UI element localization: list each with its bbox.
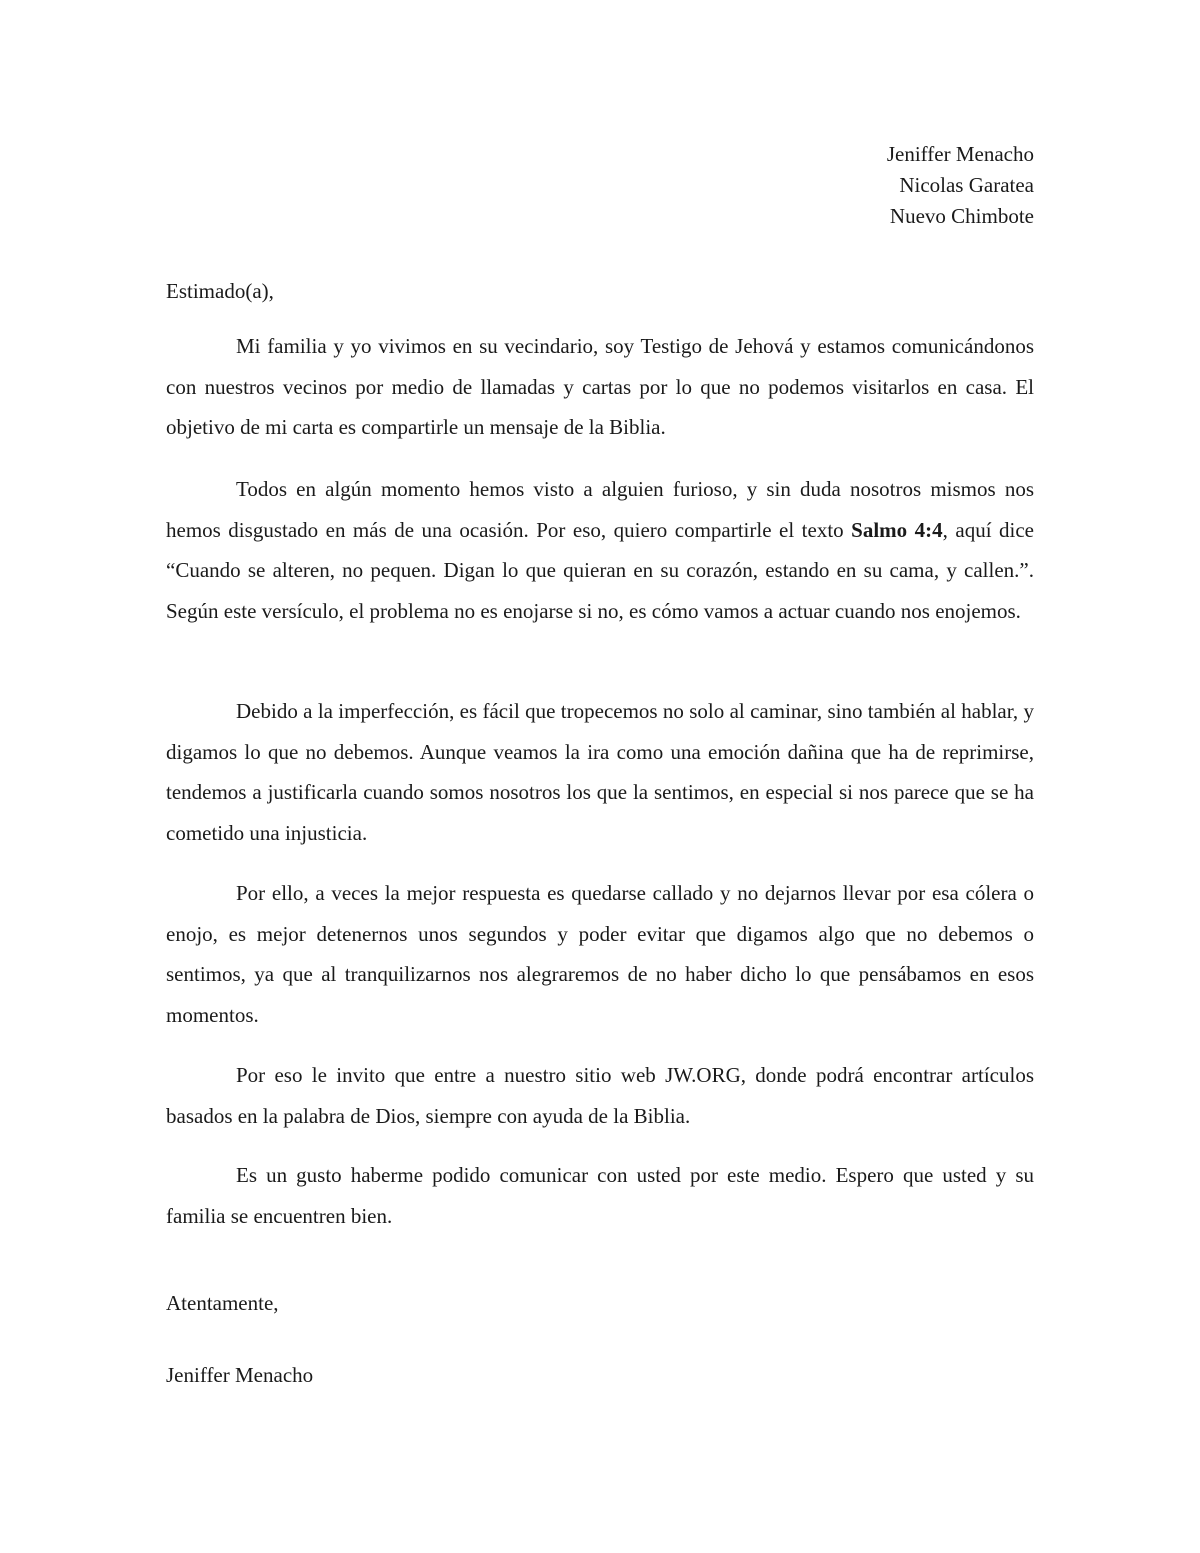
paragraph-2-text-end: , aquí dice “Cuando se alteren, no pequen. Digan lo que quieran en su corazón, estando en su cama, y callen.”. Según este versículo, el problema no es enojarse si no, es cómo vamos a actuar cuando nos enojemos. bbox=[166, 517, 1034, 624]
paragraph-1: Mi familia y yo vivimos en su vecindario, soy Testigo de Jehová y estamos comunicándonos con nuestros vecinos por medio de llamadas y cartas por lo que no podemos visitarlos en casa. El objetivo de mi carta es compartirle un mensaje de la Biblia. bbox=[166, 334, 1034, 440]
closing: Atentamente, bbox=[166, 1291, 279, 1315]
sender-block bbox=[887, 139, 1034, 232]
paragraph-6-block bbox=[166, 1155, 1034, 1236]
paragraph-3: Debido a la imperfección, es fácil que tropecemos no solo al caminar, sino también al hablar, y digamos lo que no debemos. Aunque veamos la ira como una emoción dañina que ha de reprimirse, tendemos a justificarla cuando somos nosotros los que la sentimos, en especial si nos parece que se ha cometido una injusticia. bbox=[166, 699, 1034, 846]
bible-reference: Salmo 4:4 bbox=[851, 517, 943, 542]
paragraph-2-block bbox=[166, 469, 1034, 632]
paragraph-1-block bbox=[166, 326, 1034, 448]
paragraph-4: Por ello, a veces la mejor respuesta es quedarse callado y no dejarnos llevar por esa cólera o enojo, es mejor detenernos unos segundos y poder evitar que digamos algo que no debemos o sentimos, ya que al tranquilizarnos nos alegraremos de no haber dicho lo que pensábamos en esos momentos. bbox=[166, 881, 1034, 1028]
sender-street: Nicolas Garatea bbox=[899, 173, 1034, 197]
paragraph-2-text-start: Todos en algún momento hemos visto a alguien furioso, y sin duda nosotros mismos nos hemos disgustado en más de una ocasión. Por eso, quiero compartirle el texto bbox=[166, 477, 1034, 542]
sender-city: Nuevo Chimbote bbox=[889, 204, 1034, 228]
signature: Jeniffer Menacho bbox=[166, 1363, 314, 1387]
paragraph-5-block bbox=[166, 1055, 1034, 1136]
paragraph-4-block bbox=[166, 873, 1034, 1036]
paragraph-6: Es un gusto haberme podido comunicar con usted por este medio. Espero que usted y su familia se encuentren bien. bbox=[166, 1163, 1034, 1228]
paragraph-5: Por eso le invito que entre a nuestro sitio web JW.ORG, donde podrá encontrar artículos basados en la palabra de Dios, siempre con ayuda de la Biblia. bbox=[166, 1063, 1034, 1128]
paragraph-3-block bbox=[166, 691, 1034, 854]
greeting: Estimado(a), bbox=[166, 279, 274, 303]
paragraph-2 bbox=[166, 469, 1034, 632]
sender-name: Jeniffer Menacho bbox=[886, 142, 1034, 166]
